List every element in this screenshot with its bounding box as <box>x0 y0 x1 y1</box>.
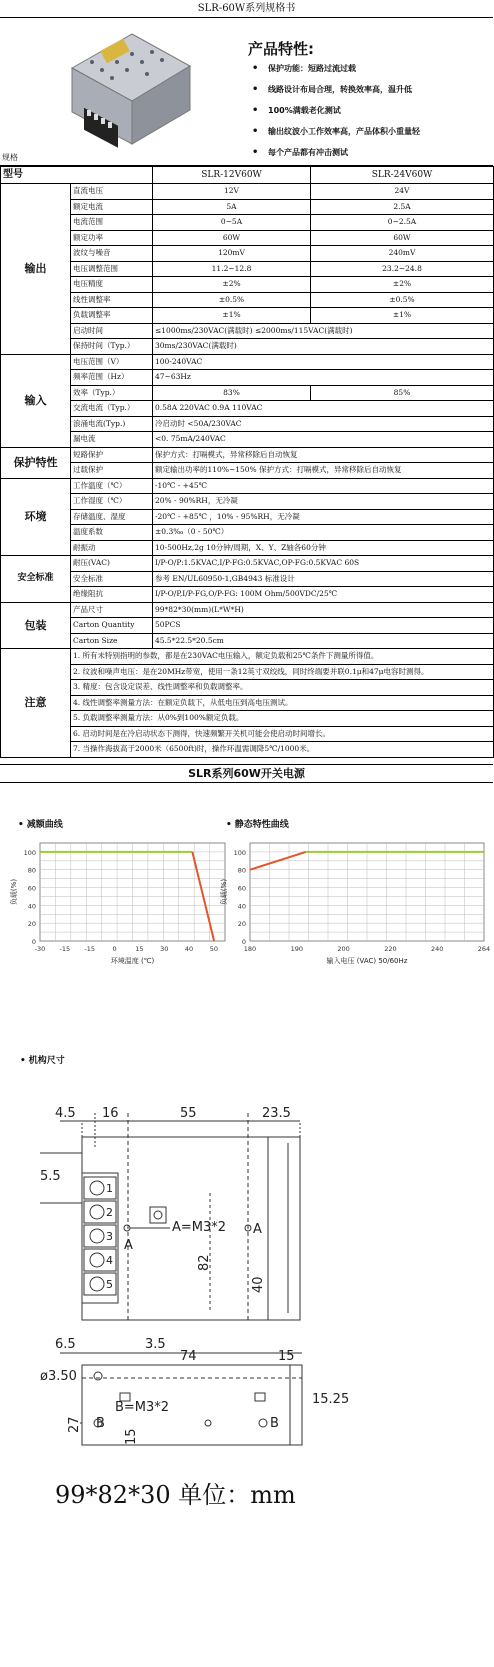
spec-val: 120mV <box>153 246 311 262</box>
spec-val: 5A <box>153 199 311 215</box>
dim-label: 74 <box>180 1348 197 1364</box>
spec-val: 保护方式：打嗝模式，异常移除后自动恢复 <box>153 447 494 463</box>
screw-b-label: B=M3*2 <box>115 1399 170 1415</box>
spec-key: 频率范围（Hz） <box>71 370 153 386</box>
model-header: 型号 <box>1 167 153 184</box>
dim-label: 40 <box>251 1275 266 1293</box>
note-row: 3. 精度：包含设定误差、线性调整率和负载调整率。 <box>71 680 494 696</box>
group-input: 输入 <box>1 354 71 447</box>
group-notes: 注意 <box>1 649 71 758</box>
x-tick-label: -30 <box>34 944 46 953</box>
static-chart <box>220 831 491 971</box>
dim-label: 23.5 <box>262 1105 291 1121</box>
spec-val: 47~63Hz <box>153 370 494 386</box>
mech-title: • 机构尺寸 <box>20 1053 65 1066</box>
spec-val: 12V <box>153 184 311 200</box>
x-tick-label: -15 <box>84 944 95 953</box>
y-tick-label: 20 <box>27 919 36 928</box>
spec-val: 参考 EN/UL60950-1,GB4943 标准设计 <box>153 571 494 587</box>
spec-key: 启动时间 <box>71 323 153 339</box>
derating-chart-title: • 减额曲线 <box>18 817 63 830</box>
spec-val: 额定输出功率的110%~150% 保护方式：打嗝模式，异常移除后自动恢复 <box>153 463 494 479</box>
spec-val: 0~2.5A <box>311 215 494 231</box>
spec-val: ±0.5% <box>153 292 311 308</box>
spec-val: 50PCS <box>153 618 494 634</box>
y-tick-label: 80 <box>237 866 246 875</box>
x-tick-label: 30 <box>160 944 169 953</box>
x-tick-label: 220 <box>384 944 397 953</box>
feature-section <box>0 18 493 157</box>
dim-label: 27 <box>67 1415 82 1433</box>
spec-val: 2.5A <box>311 199 494 215</box>
y-tick-label: 60 <box>237 884 246 893</box>
spec-key: 过载保护 <box>71 463 153 479</box>
x-axis-label: 输入电压 (VAC) 50/60Hz <box>326 956 408 965</box>
hole-b-label: B <box>96 1415 105 1431</box>
note-row: 7. 当操作海拔高于2000米（6500ft)时，操作环温需调降5℃/1000米。 <box>71 742 494 758</box>
note-row: 6. 启动时间是在冷启动状态下测得，快速频繁开关机可能会使启动时间增长。 <box>71 726 494 742</box>
terminal-label: 4 <box>106 1253 113 1267</box>
spec-val: 24V <box>311 184 494 200</box>
spec-key: 耐压(VAC) <box>71 556 153 572</box>
spec-val: 0~5A <box>153 215 311 231</box>
spec-val: ≤1000ms/230VAC(满载时) ≤2000ms/115VAC(满载时) <box>153 323 494 339</box>
y-tick-label: 40 <box>237 901 246 910</box>
x-tick-label: 200 <box>337 944 350 953</box>
spec-key: 浪涌电流(Typ.) <box>71 416 153 432</box>
feature-item: • 输出纹波小工作效率高，产品体积小重量轻 <box>248 126 488 137</box>
y-tick-label: 100 <box>23 848 36 857</box>
spec-val: 23.2~24.8 <box>311 261 494 277</box>
screw-a-label: A=M3*2 <box>172 1219 227 1235</box>
x-tick-label: 240 <box>430 944 444 953</box>
spec-key: 工作温度（℃） <box>71 478 153 494</box>
terminal-label: 5 <box>106 1277 113 1291</box>
spec-key: 保持时间（Typ.） <box>71 339 153 355</box>
spec-val: 100-240VAC <box>153 354 494 370</box>
spec-key: 短路保护 <box>71 447 153 463</box>
spec-val: 冷启动时 <50A/230VAC <box>153 416 494 432</box>
spec-key: 额定功率 <box>71 230 153 246</box>
spec-val: 20% - 90%RH，无冷凝 <box>153 494 494 510</box>
spec-val: 85% <box>311 385 494 401</box>
charts-section <box>0 783 493 1053</box>
spec-key: 安全标准 <box>71 571 153 587</box>
feature-item: • 100%满载老化测试 <box>248 105 488 116</box>
spec-val: ±0.3‰（0 - 50℃） <box>153 525 494 541</box>
x-tick-label: 0 <box>112 944 117 953</box>
feature-item: • 保护功能：短路过流过载 <box>248 63 488 74</box>
dim-label: 55 <box>180 1105 197 1121</box>
hole-a-label: A <box>124 1237 133 1253</box>
x-tick-label: 40 <box>184 944 194 953</box>
spec-key: 波纹与噪音 <box>71 246 153 262</box>
group-safety: 安全标准 <box>1 556 71 603</box>
y-axis-label: 负载(%) <box>10 878 18 905</box>
spec-key: 工作湿度（℃） <box>71 494 153 510</box>
y-tick-label: 20 <box>237 919 246 928</box>
mechanical-section <box>0 1053 493 1553</box>
y-tick-label: 100 <box>233 848 246 857</box>
mechanical-drawing <box>0 1073 493 1483</box>
x-tick-label: -15 <box>59 944 71 953</box>
spec-val: ±1% <box>153 308 311 324</box>
spec-val: 99*82*30(mm)(L*W*H) <box>153 602 494 618</box>
x-tick-label: 15 <box>135 944 144 953</box>
spec-val: 11.2~12.8 <box>153 261 311 277</box>
spec-val: -10℃ - +45℃ <box>153 478 494 494</box>
y-tick-label: 0 <box>241 937 246 946</box>
features-heading: 产品特性: <box>248 40 314 58</box>
spec-key: 负载调整率 <box>71 308 153 324</box>
group-protect: 保护特性 <box>1 447 71 478</box>
x-axis-label: 环境温度 (℃) <box>110 956 155 965</box>
dim-label: 16 <box>102 1105 119 1121</box>
model-24v: SLR-24V60W <box>311 167 494 184</box>
y-tick-label: 80 <box>27 866 36 875</box>
spec-key: 存储温度、湿度 <box>71 509 153 525</box>
spec-key: 电流范围 <box>71 215 153 231</box>
unit-note: 99*82*30 单位：mm <box>55 1480 296 1509</box>
spec-val: 83% <box>153 385 311 401</box>
spec-key: 电压范围（V） <box>71 354 153 370</box>
note-row: 1. 所有未特别指明的参数，都是在230VAC电压输入，额定负载和25℃条件下测量所得值。 <box>71 649 494 665</box>
spec-key: Carton Size <box>71 633 153 649</box>
spec-val: I/P-O/P,I/P-FG,O/P-FG: 100M Ohm/500VDC/25℃ <box>153 587 494 603</box>
dim-label: 6.5 <box>55 1336 76 1352</box>
y-tick-label: 40 <box>27 901 36 910</box>
x-tick-label: 264 <box>477 944 491 953</box>
note-row: 4. 线性调整率测量方法：在额定负载下，从低电压到高电压测试。 <box>71 695 494 711</box>
spec-key: 漏电流 <box>71 432 153 448</box>
feature-item: • 线路设计布局合理，转换效率高，温升低 <box>248 84 488 95</box>
group-pack: 包装 <box>1 602 71 649</box>
spec-val: 60W <box>153 230 311 246</box>
spec-key: 直流电压 <box>71 184 153 200</box>
dim-label: 4.5 <box>55 1105 76 1121</box>
note-row: 5. 负载调整率测量方法：从0%到100%额定负载。 <box>71 711 494 727</box>
document-title: SLR-60W系列规格书 <box>0 0 493 18</box>
static-chart-title: • 静态特性曲线 <box>226 817 289 830</box>
note-row: 2. 纹波和噪声电压：是在20MHz带宽，使用一条12英寸双绞线，同时终端要并联0.1μ和47μ电容时测得。 <box>71 664 494 680</box>
dim-label: 15.25 <box>312 1391 350 1407</box>
dim-label: 82 <box>197 1253 212 1271</box>
y-axis-label: 负载(%) <box>220 878 228 905</box>
x-tick-label: 190 <box>290 944 304 953</box>
terminal-label: 1 <box>106 1181 113 1195</box>
x-tick-label: 180 <box>243 944 257 953</box>
y-tick-label: 0 <box>31 937 36 946</box>
group-output: 输出 <box>1 184 71 355</box>
spec-key: 电压精度 <box>71 277 153 293</box>
spec-val: 60W <box>311 230 494 246</box>
spec-val: ±2% <box>153 277 311 293</box>
spec-table <box>0 166 494 758</box>
terminal-label: 2 <box>106 1205 113 1219</box>
spec-val: 0.58A 220VAC 0.9A 110VAC <box>153 401 494 417</box>
spec-key: 交流电流（Typ.） <box>71 401 153 417</box>
hole-a-label: A <box>253 1221 262 1237</box>
spec-key: Carton Quantity <box>71 618 153 634</box>
terminal-label: 3 <box>106 1229 113 1243</box>
model-12v: SLR-12V60W <box>153 167 311 184</box>
spec-key: 绝缘阻抗 <box>71 587 153 603</box>
feature-item: • 每个产品都有冲击测试 <box>248 147 488 158</box>
spec-val: ±0.5% <box>311 292 494 308</box>
spec-val: -20℃ - +85℃ ，10% - 95%RH，无冷凝 <box>153 509 494 525</box>
derating-chart <box>0 831 240 971</box>
spec-key: 线性调整率 <box>71 292 153 308</box>
y-tick-label: 60 <box>27 884 36 893</box>
spec-key: 产品尺寸 <box>71 602 153 618</box>
group-env: 环境 <box>1 478 71 556</box>
section-title: SLR系列60W开关电源 <box>0 764 493 783</box>
spec-val: 45.5*22.5*20.5cm <box>153 633 494 649</box>
spec-val: ±1% <box>311 308 494 324</box>
spec-val: I/P-O/P:1.5KVAC,I/P-FG:0.5KVAC,OP-FG:0.5KVAC 60S <box>153 556 494 572</box>
features-list <box>248 63 488 158</box>
spec-label: 规格 <box>0 151 493 166</box>
features-block <box>248 38 488 168</box>
dim-label: 15 <box>278 1348 295 1364</box>
spec-key: 温度系数 <box>71 525 153 541</box>
spec-val: <0. 75mA/240VAC <box>153 432 494 448</box>
hole-b-label: B <box>270 1415 279 1431</box>
dim-label: 3.5 <box>145 1336 166 1352</box>
spec-key: 电压调整范围 <box>71 261 153 277</box>
spec-key: 效率（Typ.） <box>71 385 153 401</box>
dim-label: 15 <box>124 1427 139 1445</box>
spec-key: 额定电流 <box>71 199 153 215</box>
dim-label: ø3.50 <box>40 1368 77 1384</box>
spec-val: 240mV <box>311 246 494 262</box>
spec-val: 30ms/230VAC(满载时) <box>153 339 494 355</box>
x-tick-label: 50 <box>209 944 219 953</box>
dim-label: 5.5 <box>40 1168 61 1184</box>
spec-key: 耐振动 <box>71 540 153 556</box>
spec-val: 10-500Hz,2g 10分钟/周期，X、Y、Z轴各60分钟 <box>153 540 494 556</box>
power-supply-photo <box>62 26 194 148</box>
spec-val: ±2% <box>311 277 494 293</box>
